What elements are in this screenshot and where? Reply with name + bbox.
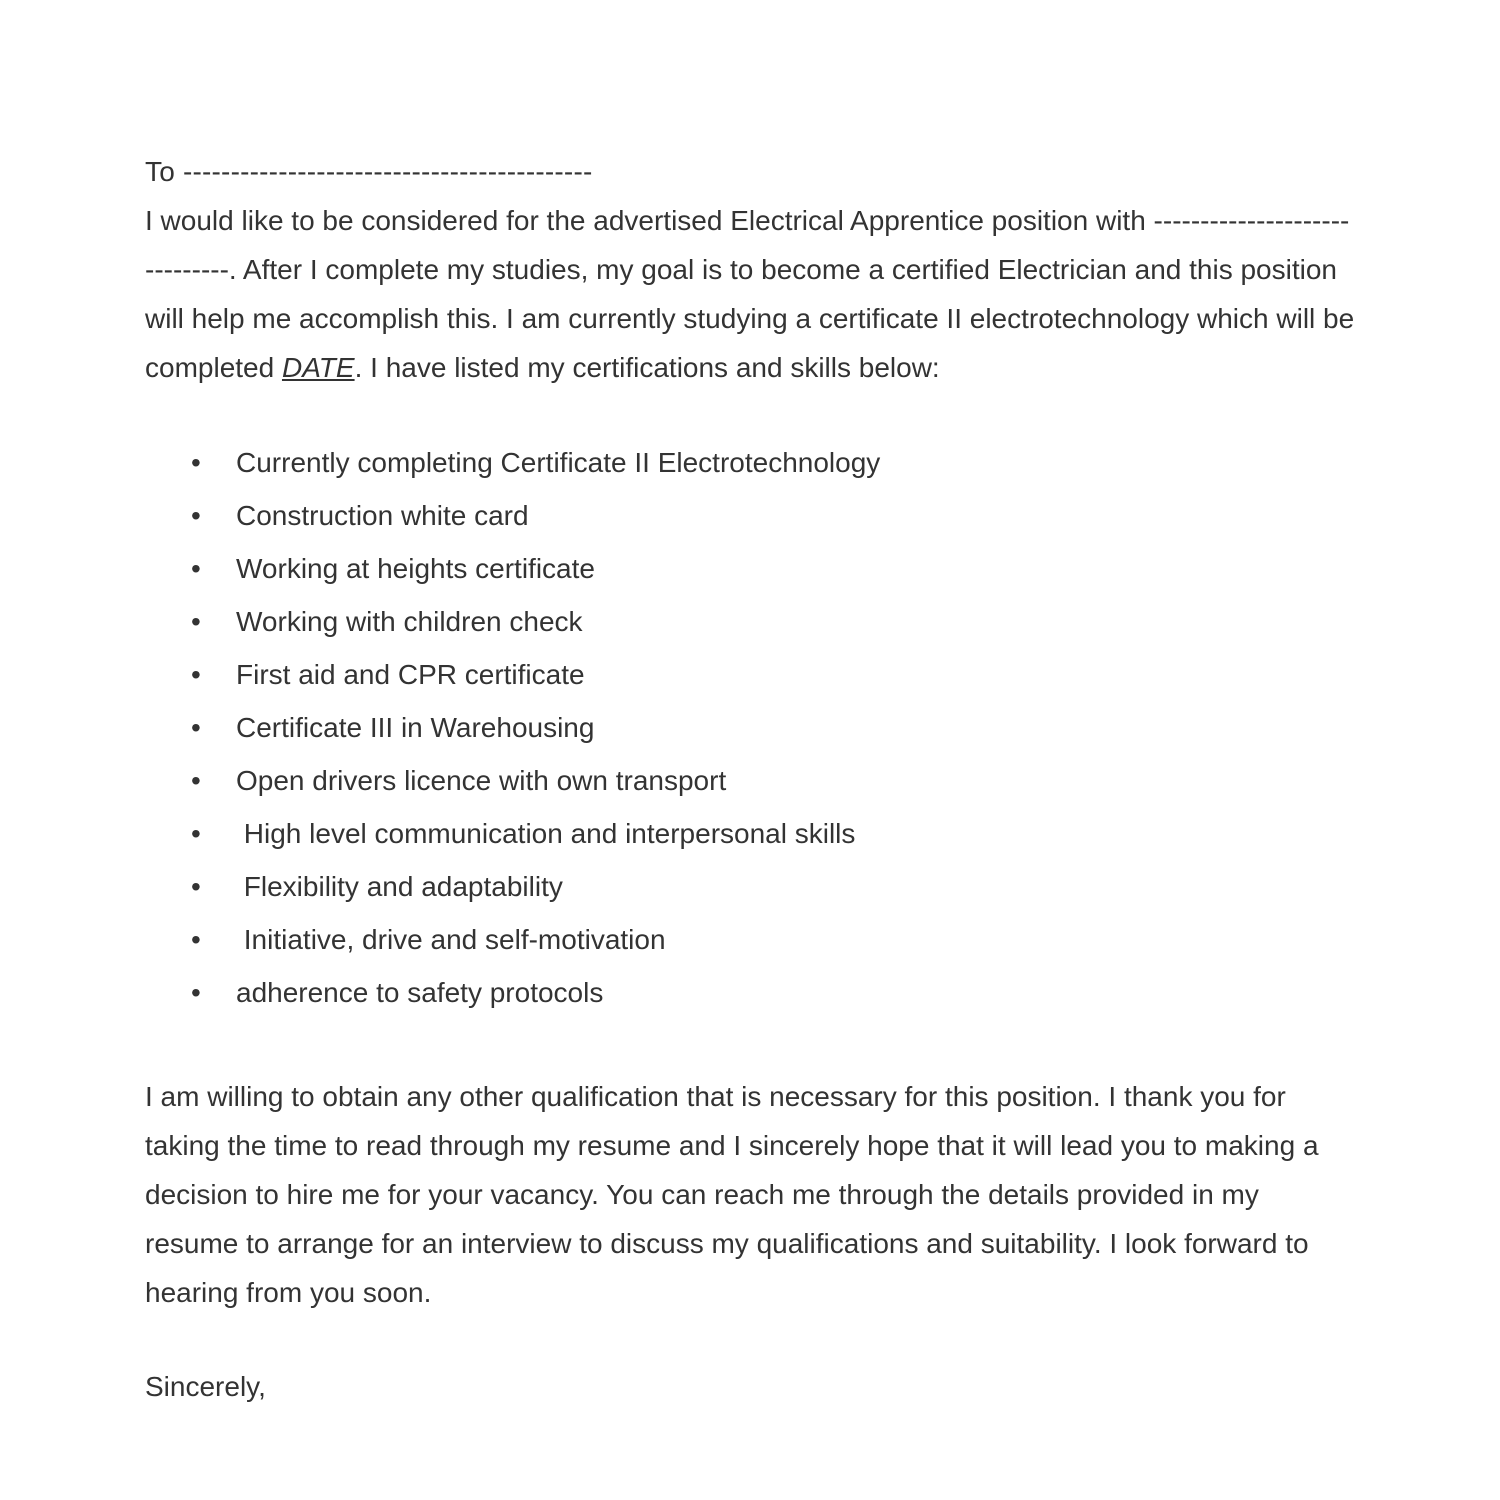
intro-paragraph — [145, 196, 1355, 392]
skills-list — [145, 438, 1355, 1017]
bullet-icon: • — [191, 500, 201, 531]
list-item-text: Initiative, drive and self-motivation — [236, 924, 666, 955]
bullet-icon: • — [191, 447, 201, 478]
intro-text-after-date: . I have listed my certifications and skills below: — [354, 352, 940, 383]
bullet-icon: • — [191, 818, 201, 849]
list-item — [145, 703, 1355, 752]
list-item — [145, 862, 1355, 911]
bullet-icon: • — [191, 553, 201, 584]
list-item — [145, 544, 1355, 593]
list-item-text: First aid and CPR certificate — [236, 659, 585, 690]
recipient-line: To ------------------------------------------- — [145, 156, 593, 187]
list-item — [145, 491, 1355, 540]
list-item-text: adherence to safety protocols — [236, 977, 604, 1008]
bullet-icon: • — [191, 712, 201, 743]
list-item — [145, 756, 1355, 805]
list-item-text: Certificate III in Warehousing — [236, 712, 595, 743]
list-item-text: Open drivers licence with own transport — [236, 765, 727, 796]
list-item — [145, 438, 1355, 487]
list-item-text: Construction white card — [236, 500, 529, 531]
list-item — [145, 597, 1355, 646]
bullet-icon: • — [191, 659, 201, 690]
signoff-line: Sincerely, — [145, 1371, 266, 1402]
list-item-text: Working with children check — [236, 606, 583, 637]
list-item — [145, 809, 1355, 858]
list-item-text: Working at heights certificate — [236, 553, 595, 584]
intro-text-before-date: I would like to be considered for the advertised Electrical Apprentice position with ------------------------------. After I complete my studies, my goal is to become a certified Electrician and this position will help me accomplish this. I am currently studying a certificate II electrotechnology which will be completed — [145, 205, 1355, 383]
list-item — [145, 650, 1355, 699]
date-placeholder: DATE — [281, 352, 355, 383]
bullet-icon: • — [191, 871, 201, 902]
bullet-icon: • — [191, 924, 201, 955]
bullet-icon: • — [191, 977, 201, 1008]
bullet-icon: • — [191, 765, 201, 796]
list-item-text: Currently completing Certificate II Electrotechnology — [236, 447, 881, 478]
closing-paragraph: I am willing to obtain any other qualification that is necessary for this position. I thank you for taking the time to read through my resume and I sincerely hope that it will lead you to making a decision to hire me for your vacancy. You can reach me through the details provided in my resume to arrange for an interview to discuss my qualifications and suitability. I look forward to hearing from you soon. — [145, 1081, 1319, 1308]
list-item — [145, 915, 1355, 964]
list-item-text: High level communication and interpersonal skills — [236, 818, 856, 849]
list-item-text: Flexibility and adaptability — [236, 871, 563, 902]
bullet-icon: • — [191, 606, 201, 637]
list-item — [145, 968, 1355, 1017]
